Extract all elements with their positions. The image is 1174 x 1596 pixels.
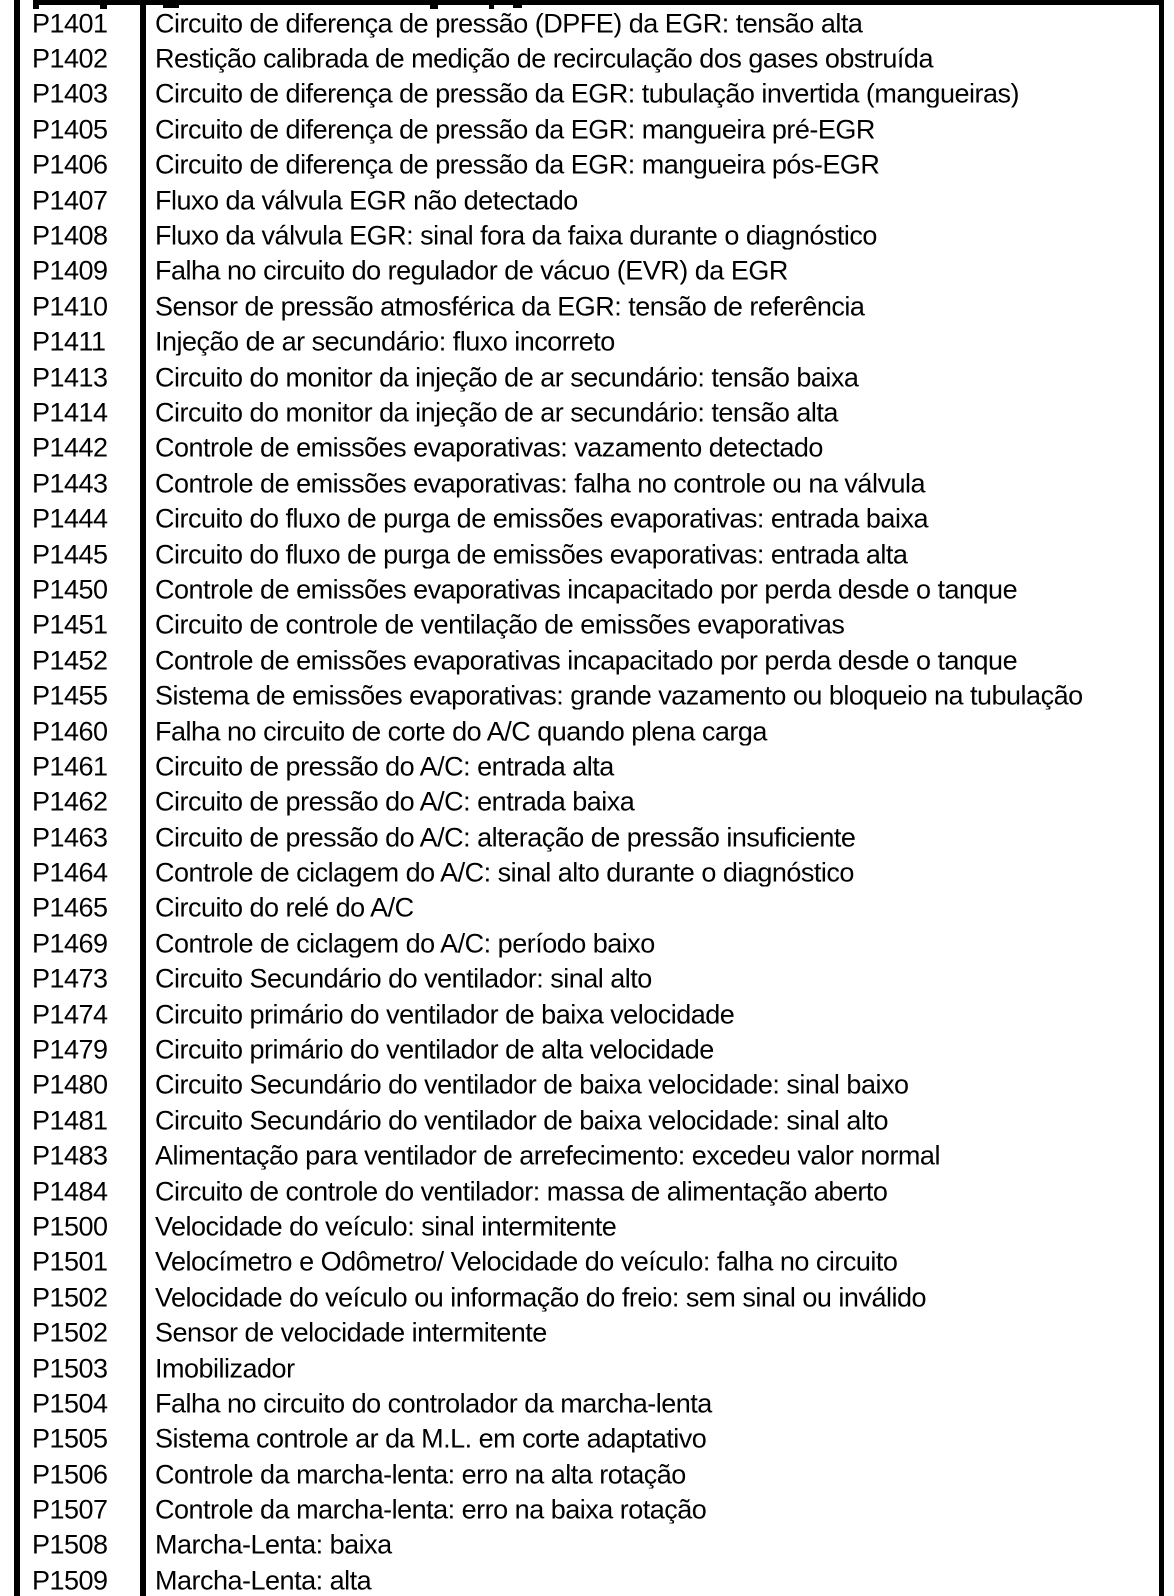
dtc-code: P1505 <box>32 1423 108 1454</box>
dtc-code: P1509 <box>32 1565 108 1596</box>
dtc-description: Circuito de diferença de pressão da EGR: mangueira pós-EGR <box>155 151 880 179</box>
dtc-description: Falha no circuito de corte do A/C quando plena carga <box>155 718 767 745</box>
dtc-description: Imobilizador <box>155 1355 295 1383</box>
dtc-description: Fluxo da válvula EGR: sinal fora da faixa durante o diagnóstico <box>155 222 877 250</box>
dtc-code: P1411 <box>32 326 106 357</box>
table-row <box>0 1174 1174 1209</box>
dtc-code: P1452 <box>32 645 108 676</box>
table-row <box>0 1280 1174 1315</box>
table-top-rule-line <box>33 0 1164 5</box>
dtc-description: Sistema de emissões evaporativas: grande vazamento ou bloqueio na tubulação <box>155 682 1083 710</box>
dtc-description: Controle de emissões evaporativas incapacitado por perda desde o tanque <box>155 647 1018 675</box>
dtc-code: P1413 <box>32 362 108 393</box>
dtc-description: Circuito de pressão do A/C: entrada baixa <box>155 788 635 816</box>
table-row <box>0 41 1174 76</box>
dtc-description: Fluxo da válvula EGR não detectado <box>155 187 578 215</box>
table-row <box>0 218 1174 253</box>
table-row <box>0 1103 1174 1138</box>
dtc-code: P1473 <box>32 963 108 994</box>
dtc-code: P1480 <box>32 1069 108 1100</box>
table-row <box>0 501 1174 536</box>
dtc-description: Circuito Secundário do ventilador: sinal alto <box>155 965 652 993</box>
table-row <box>0 1351 1174 1386</box>
dtc-description: Falha no circuito do controlador da marcha-lenta <box>155 1390 712 1418</box>
dtc-code: P1414 <box>32 397 108 428</box>
table-row <box>0 1528 1174 1563</box>
dtc-description: Controle de emissões evaporativas incapacitado por perda desde o tanque <box>155 576 1018 604</box>
dtc-description: Marcha-Lenta: alta <box>155 1567 372 1595</box>
dtc-description: Controle de emissões evaporativas: vazamento detectado <box>155 434 823 462</box>
dtc-code: P1481 <box>32 1105 108 1136</box>
dtc-description: Controle de emissões evaporativas: falha no controle ou na válvula <box>155 470 925 498</box>
table-row <box>0 183 1174 218</box>
dtc-description: Controle da marcha-lenta: erro na alta rotação <box>155 1461 686 1489</box>
dtc-description: Circuito do relé do A/C <box>155 894 414 922</box>
dtc-code: P1410 <box>32 291 108 322</box>
dtc-code: P1450 <box>32 574 108 605</box>
dtc-description: Circuito de controle do ventilador: massa de alimentação aberto <box>155 1178 888 1206</box>
dtc-code: P1408 <box>32 220 108 251</box>
dtc-code: P1501 <box>32 1246 108 1277</box>
dtc-description: Velocidade do veículo: sinal intermitente <box>155 1213 617 1241</box>
dtc-code: P1500 <box>32 1211 108 1242</box>
dtc-code: P1464 <box>32 857 108 888</box>
table-row <box>0 466 1174 501</box>
dtc-code: P1443 <box>32 468 108 499</box>
dtc-description: Falha no circuito do regulador de vácuo (EVR) da EGR <box>155 257 788 285</box>
dtc-code: P1460 <box>32 716 108 746</box>
dtc-code: P1503 <box>32 1353 108 1384</box>
dtc-description: Circuito Secundário do ventilador de baixa velocidade: sinal baixo <box>155 1071 909 1099</box>
dtc-code: P1502 <box>32 1282 108 1313</box>
dtc-code: P1451 <box>32 609 108 640</box>
table-row <box>0 1209 1174 1244</box>
table-row <box>0 572 1174 607</box>
dtc-code: P1479 <box>32 1034 108 1065</box>
dtc-code: P1504 <box>32 1388 108 1419</box>
table-row <box>0 1315 1174 1350</box>
dtc-description: Circuito de diferença de pressão da EGR: mangueira pré-EGR <box>155 116 875 144</box>
table-row <box>0 1386 1174 1421</box>
dtc-description: Sistema controle ar da M.L. em corte adaptativo <box>155 1425 707 1453</box>
dtc-code: P1444 <box>32 503 108 534</box>
dtc-code: P1406 <box>32 149 108 180</box>
dtc-code: P1507 <box>32 1494 108 1525</box>
dtc-description: Controle de ciclagem do A/C: sinal alto durante o diagnóstico <box>155 859 854 887</box>
dtc-code: P1401 <box>32 8 108 39</box>
table-row <box>0 325 1174 360</box>
dtc-description: Circuito do monitor da injeção de ar secundário: tensão alta <box>155 399 838 427</box>
dtc-code: P1463 <box>32 822 108 853</box>
table-row <box>0 1139 1174 1174</box>
table-row <box>0 855 1174 890</box>
dtc-code: P1465 <box>32 892 108 923</box>
dtc-description: Circuito de diferença de pressão (DPFE) da EGR: tensão alta <box>155 10 863 38</box>
dtc-description: Controle da marcha-lenta: erro na baixa rotação <box>155 1496 707 1524</box>
dtc-code: P1469 <box>32 928 108 959</box>
table-row <box>0 608 1174 643</box>
dtc-code: P1442 <box>32 432 108 463</box>
dtc-code: P1455 <box>32 680 108 711</box>
table-row <box>0 1032 1174 1067</box>
table-row <box>0 678 1174 713</box>
dtc-description: Alimentação para ventilador de arrefecimento: excedeu valor normal <box>155 1142 940 1170</box>
dtc-code: P1474 <box>32 999 108 1030</box>
dtc-code: P1445 <box>32 539 108 570</box>
dtc-description: Circuito primário do ventilador de alta velocidade <box>155 1036 714 1064</box>
table-row <box>0 749 1174 784</box>
dtc-description: Circuito Secundário do ventilador de baixa velocidade: sinal alto <box>155 1107 888 1135</box>
table-row <box>0 1563 1174 1596</box>
dtc-code: P1409 <box>32 255 108 286</box>
table-row <box>0 1457 1174 1492</box>
dtc-code: P1502 <box>32 1317 108 1348</box>
dtc-description: Marcha-Lenta: baixa <box>155 1531 392 1559</box>
dtc-description: Circuito de pressão do A/C: alteração de pressão insuficiente <box>155 824 856 852</box>
table-row <box>0 431 1174 466</box>
table-row <box>0 537 1174 572</box>
table-row <box>0 962 1174 997</box>
table-row <box>0 997 1174 1032</box>
dtc-code: P1403 <box>32 78 108 109</box>
table-row <box>0 395 1174 430</box>
table-body <box>0 6 1174 1596</box>
table-row <box>0 254 1174 289</box>
dtc-code: P1484 <box>32 1176 108 1207</box>
dtc-description: Circuito do fluxo de purga de emissões evaporativas: entrada alta <box>155 541 908 569</box>
table-row <box>0 714 1174 749</box>
dtc-code: P1407 <box>32 185 108 216</box>
table-row <box>0 1245 1174 1280</box>
dtc-description: Sensor de velocidade intermitente <box>155 1319 547 1347</box>
table-row <box>0 6 1174 41</box>
dtc-description: Circuito de controle de ventilação de emissões evaporativas <box>155 611 845 639</box>
dtc-description: Circuito primário do ventilador de baixa velocidade <box>155 1001 735 1029</box>
dtc-description: Restição calibrada de medição de recirculação dos gases obstruída <box>155 45 933 73</box>
table-row <box>0 289 1174 324</box>
dtc-description: Circuito de diferença de pressão da EGR: tubulação invertida (mangueiras) <box>155 80 1019 108</box>
table-row <box>0 360 1174 395</box>
table-row <box>0 112 1174 147</box>
dtc-code: P1461 <box>32 751 108 782</box>
table-row <box>0 1068 1174 1103</box>
table-row <box>0 785 1174 820</box>
dtc-code: P1483 <box>32 1140 108 1171</box>
table-row <box>0 77 1174 112</box>
table-row <box>0 820 1174 855</box>
dtc-code: P1462 <box>32 786 108 817</box>
dtc-code: P1508 <box>32 1529 108 1560</box>
table-row <box>0 1492 1174 1527</box>
dtc-description: Circuito de pressão do A/C: entrada alta <box>155 753 614 781</box>
dtc-description: Velocidade do veículo ou informação do freio: sem sinal ou inválido <box>155 1284 926 1312</box>
dtc-code: P1405 <box>32 114 108 145</box>
dtc-description: Sensor de pressão atmosférica da EGR: tensão de referência <box>155 293 865 321</box>
dtc-description: Velocímetro e Odômetro/ Velocidade do veículo: falha no circuito <box>155 1248 898 1276</box>
table-row <box>0 891 1174 926</box>
dtc-code: P1402 <box>32 43 108 74</box>
table-row <box>0 1422 1174 1457</box>
table-row <box>0 148 1174 183</box>
dtc-description: Controle de ciclagem do A/C: período baixo <box>155 930 655 958</box>
dtc-description: Circuito do fluxo de purga de emissões evaporativas: entrada baixa <box>155 505 928 533</box>
dtc-description: Injeção de ar secundário: fluxo incorreto <box>155 328 615 356</box>
dtc-code: P1506 <box>32 1459 108 1490</box>
table-row <box>0 926 1174 961</box>
dtc-description: Circuito do monitor da injeção de ar secundário: tensão baixa <box>155 364 859 392</box>
table-row <box>0 643 1174 678</box>
